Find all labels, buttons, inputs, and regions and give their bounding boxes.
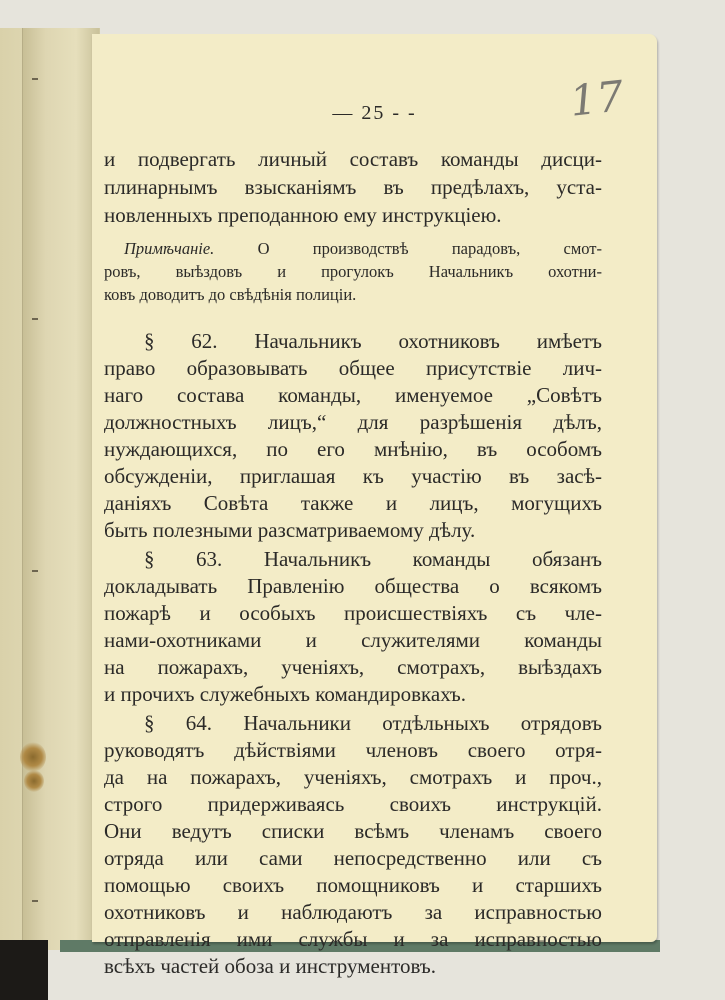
- section-64-line: Они ведутъ списки всѣмъ членамъ своего: [104, 819, 602, 843]
- note-text: О производствѣ парадовъ, смот-: [257, 239, 602, 258]
- note-line: ровъ, выѣздовъ и прогулокъ Начальникъ охотни-: [104, 262, 602, 281]
- foxing-stain: [20, 742, 46, 772]
- handwritten-folio: 17: [567, 71, 626, 126]
- section-64-line: да на пожарахъ, ученіяхъ, смотрахъ и проч.,: [104, 765, 602, 789]
- section-63-line: пожарѣ и особыхъ происшествіяхъ съ чле-: [104, 601, 602, 625]
- section-63-line: нами-охотниками и служителями команды: [104, 628, 602, 652]
- note-label: Примѣчаніе.: [124, 239, 215, 258]
- section-62-line: быть полезными разсматриваемому дѣлу.: [104, 518, 476, 542]
- foxing-stain: [24, 770, 44, 792]
- text-line: новленныхъ преподанною ему инструкціею.: [104, 203, 502, 227]
- binding-stitch: [32, 900, 38, 902]
- backdrop-corner: [0, 940, 48, 1000]
- section-64-line: § 64. Начальники отдѣльныхъ отрядовъ: [144, 711, 602, 735]
- section-63-line: докладывать Правленію общества о всякомъ: [104, 574, 602, 598]
- section-62-line: § 62. Начальникъ охотниковъ имѣетъ: [144, 329, 602, 353]
- section-62-line: должностныхъ лицъ,“ для разрѣшенія дѣлъ,: [104, 410, 602, 434]
- section-64-line: помощью своихъ помощниковъ и старшихъ: [104, 873, 602, 897]
- note-line: ковъ доводитъ до свѣдѣнія полиціи.: [104, 285, 357, 304]
- binding-stitch: [32, 318, 38, 320]
- section-64-line: отправленія ими службы и за исправностью: [104, 927, 602, 951]
- section-62-line: нуждающихся, по его мнѣнію, въ особомъ: [104, 437, 602, 461]
- binding-stitch: [32, 570, 38, 572]
- section-63-line: и прочихъ служебныхъ командировкахъ.: [104, 682, 467, 706]
- book-page: [92, 34, 657, 978]
- section-64-line: руководятъ дѣйствіями членовъ своего отря-: [104, 738, 602, 762]
- section-63-line: на пожарахъ, ученіяхъ, смотрахъ, выѣздахъ: [104, 655, 602, 679]
- section-64-line: строго придерживаясь своихъ инструкцій.: [104, 792, 602, 816]
- section-62-line: даніяхъ Совѣта также и лицъ, могущихъ: [104, 491, 602, 515]
- section-64-line: всѣхъ частей обоза и инструментовъ.: [104, 954, 436, 978]
- section-64-line: отряда или сами непосредственно или съ: [104, 846, 602, 870]
- book-binding: [22, 28, 99, 950]
- section-62-line: обсужденіи, приглашая къ участію въ засѣ-: [104, 464, 602, 488]
- text-line: и подвергать личный составъ команды дисци-: [104, 147, 602, 171]
- section-62-line: право образовывать общее присутствіе лич-: [104, 356, 602, 380]
- section-63-line: § 63. Начальникъ команды обязанъ: [144, 547, 602, 571]
- section-62-line: наго состава команды, именуемое „Совѣтъ: [104, 383, 602, 407]
- binding-stitch: [32, 78, 38, 80]
- text-line: плинарнымъ взысканіямъ въ предѣлахъ, уста-: [104, 175, 602, 199]
- section-64-line: охотниковъ и наблюдаютъ за исправностью: [104, 900, 602, 924]
- page-number: — 25 - -: [332, 102, 417, 124]
